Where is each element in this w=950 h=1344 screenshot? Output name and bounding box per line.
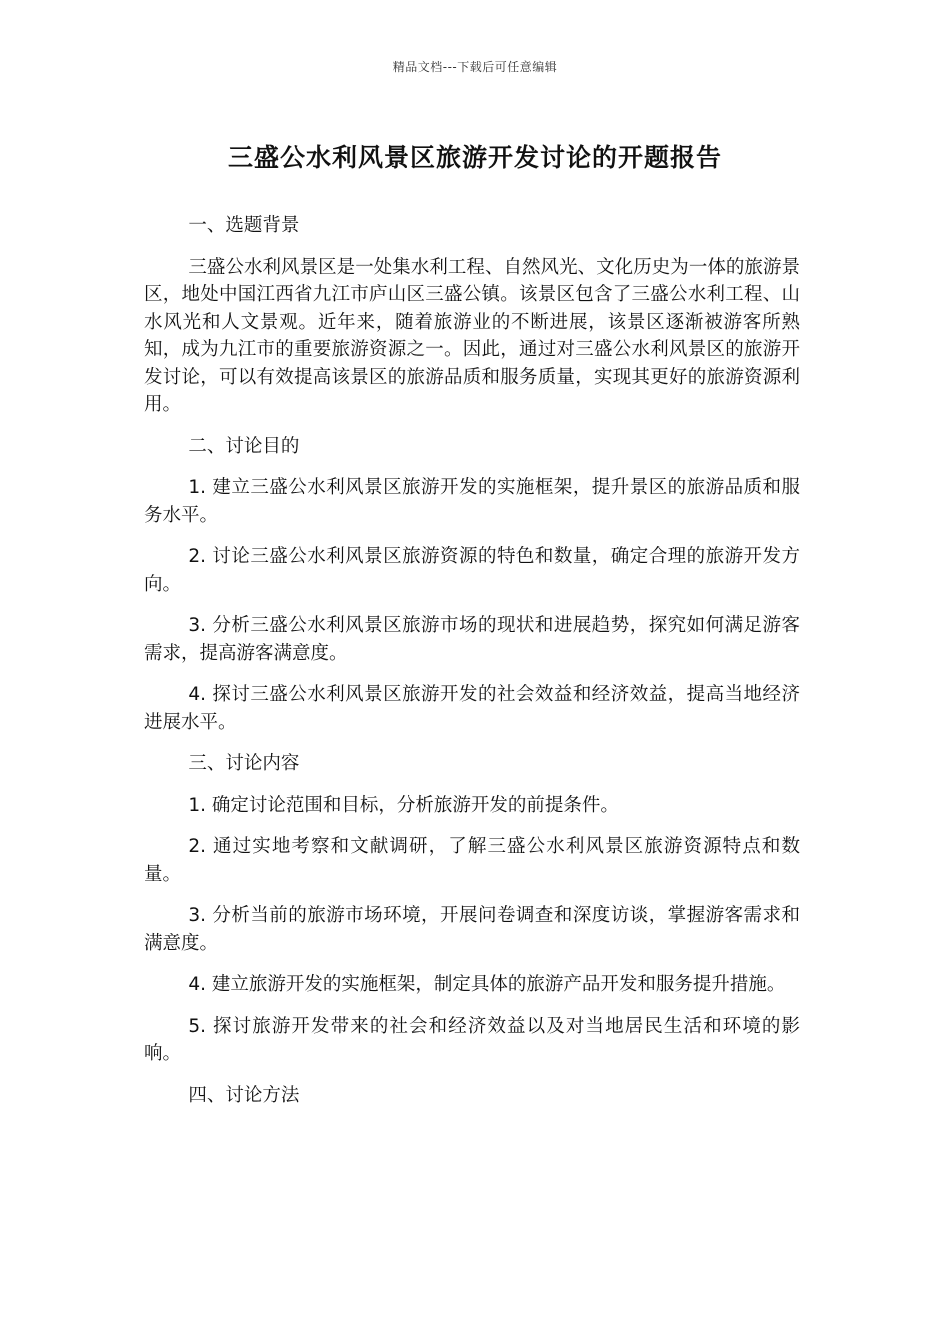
section-heading-method: 四、讨论方法 (188, 1084, 300, 1106)
purpose-item: 1. 建立三盛公水利风景区旅游开发的实施框架，提升景区的旅游品质和服务水平。 (144, 477, 800, 526)
section-heading-background: 一、选题背景 (188, 215, 300, 236)
section-heading-purpose: 二、讨论目的 (188, 435, 300, 457)
purpose-item: 3. 分析三盛公水利风景区旅游市场的现状和进展趋势，探究如何满足游客需求，提高游客满意度。 (144, 615, 800, 664)
background-paragraph: 三盛公水利风景区是一处集水利工程、自然风光、文化历史为一体的旅游景区，地处中国江西省九江市庐山区三盛公镇。该景区包含了三盛公水利工程、山水风光和人文景观。近年来，随着旅游业的不断进展，该景区逐渐被游客所熟知，成为九江市的重要旅游资源之一。因此，通过对三盛公水利风景区的旅游开发讨论，可以有效提高该景区的旅游品质和服务质量，实现其更好的旅游资源利用。 (144, 256, 800, 415)
content-item: 1. 确定讨论范围和目标，分析旅游开发的前提条件。 (188, 794, 619, 816)
document-title: 三盛公水利风景区旅游开发讨论的开题报告 (227, 143, 722, 172)
header-note: 精品文档---下载后可任意编辑 (392, 60, 558, 74)
content-item: 4. 建立旅游开发的实施框架，制定具体的旅游产品开发和服务提升措施。 (188, 974, 786, 995)
content-item: 3. 分析当前的旅游市场环境，开展问卷调查和深度访谈，掌握游客需求和满意度。 (144, 905, 800, 954)
purpose-item: 4. 探讨三盛公水利风景区旅游开发的社会效益和经济效益，提高当地经济进展水平。 (144, 684, 800, 733)
section-heading-content: 三、讨论内容 (188, 753, 300, 774)
content-item: 2. 通过实地考察和文献调研，了解三盛公水利风景区旅游资源特点和数量。 (144, 836, 800, 885)
purpose-item: 2. 讨论三盛公水利风景区旅游资源的特色和数量，确定合理的旅游开发方向。 (144, 546, 800, 595)
content-item: 5. 探讨旅游开发带来的社会和经济效益以及对当地居民生活和环境的影响。 (144, 1015, 800, 1064)
document-body (144, 212, 800, 1123)
